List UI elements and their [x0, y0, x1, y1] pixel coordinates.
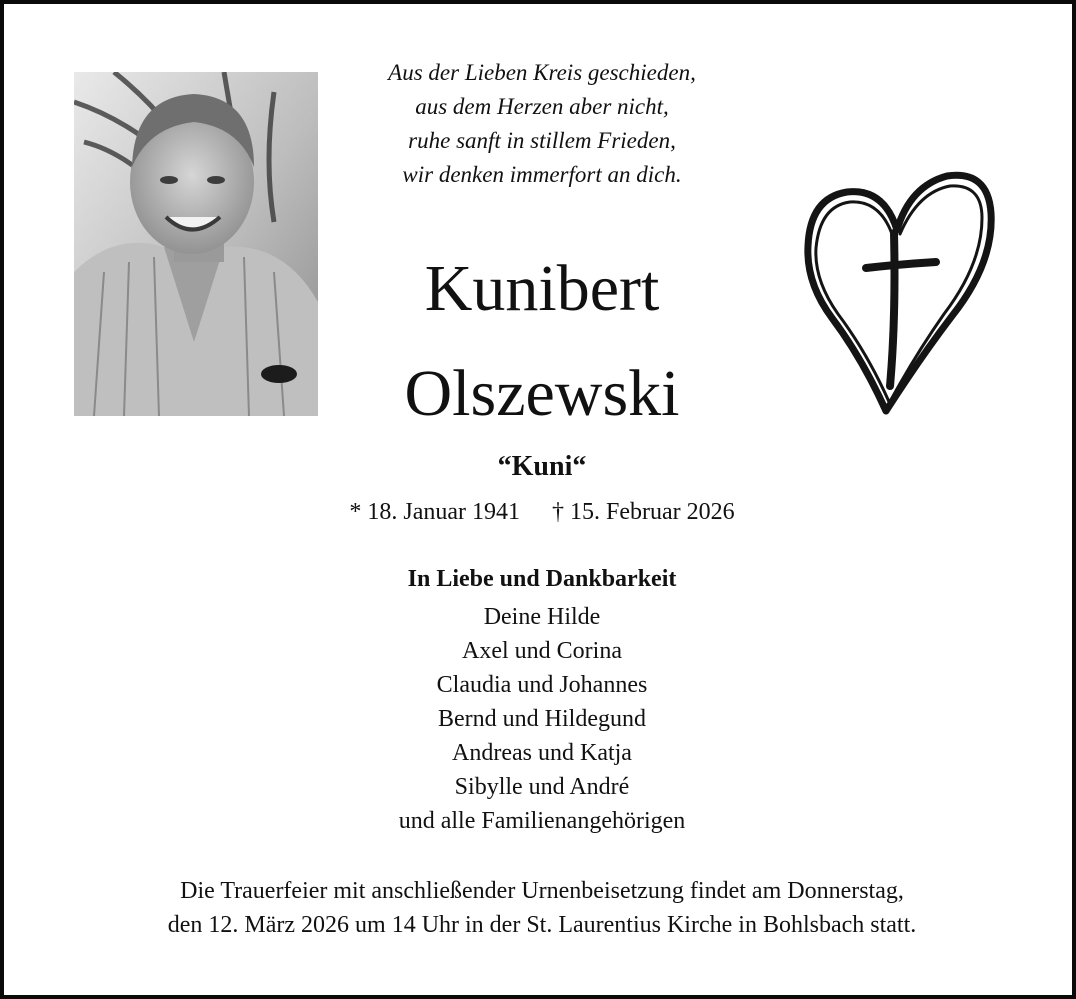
mourner-name: Deine Hilde — [483, 604, 601, 630]
mourners-list — [274, 600, 810, 838]
mourner-name: und alle Familienangehörigen — [398, 808, 686, 834]
mourner-name: Bernd und Hildegund — [438, 706, 646, 732]
verse-line: aus dem Herzen aber nicht, — [415, 94, 669, 119]
verse-line: ruhe sanft in stillem Frieden, — [408, 128, 676, 153]
mourners-heading: In Liebe und Dankbarkeit — [407, 566, 677, 592]
heart-cross-icon — [802, 168, 998, 416]
funeral-notice-line: Die Trauerfeier mit anschließender Urnenbeisetzung findet am Donnerstag, — [180, 878, 904, 904]
verse-line: Aus der Lieben Kreis geschieden, — [388, 60, 696, 85]
funeral-notice-line: den 12. März 2026 um 14 Uhr in der St. Laurentius Kirche in Bohlsbach statt. — [167, 912, 917, 938]
life-dates — [254, 499, 830, 526]
memorial-verse — [304, 56, 780, 192]
verse-line: wir denken immerfort an dich. — [402, 162, 682, 187]
mourner-name: Sibylle und André — [454, 774, 630, 800]
funeral-notice — [44, 874, 1040, 942]
death-date: † 15. Februar 2026 — [552, 499, 735, 525]
first-name: Kunibert — [424, 252, 660, 325]
portrait-photo — [74, 72, 318, 416]
mourner-name: Axel und Corina — [462, 638, 622, 664]
last-name: Olszewski — [404, 357, 680, 430]
birth-date: * 18. Januar 1941 — [349, 499, 520, 525]
mourner-name: Claudia und Johannes — [436, 672, 648, 698]
nickname: “Kuni“ — [497, 451, 587, 482]
mourner-name: Andreas und Katja — [452, 740, 632, 766]
